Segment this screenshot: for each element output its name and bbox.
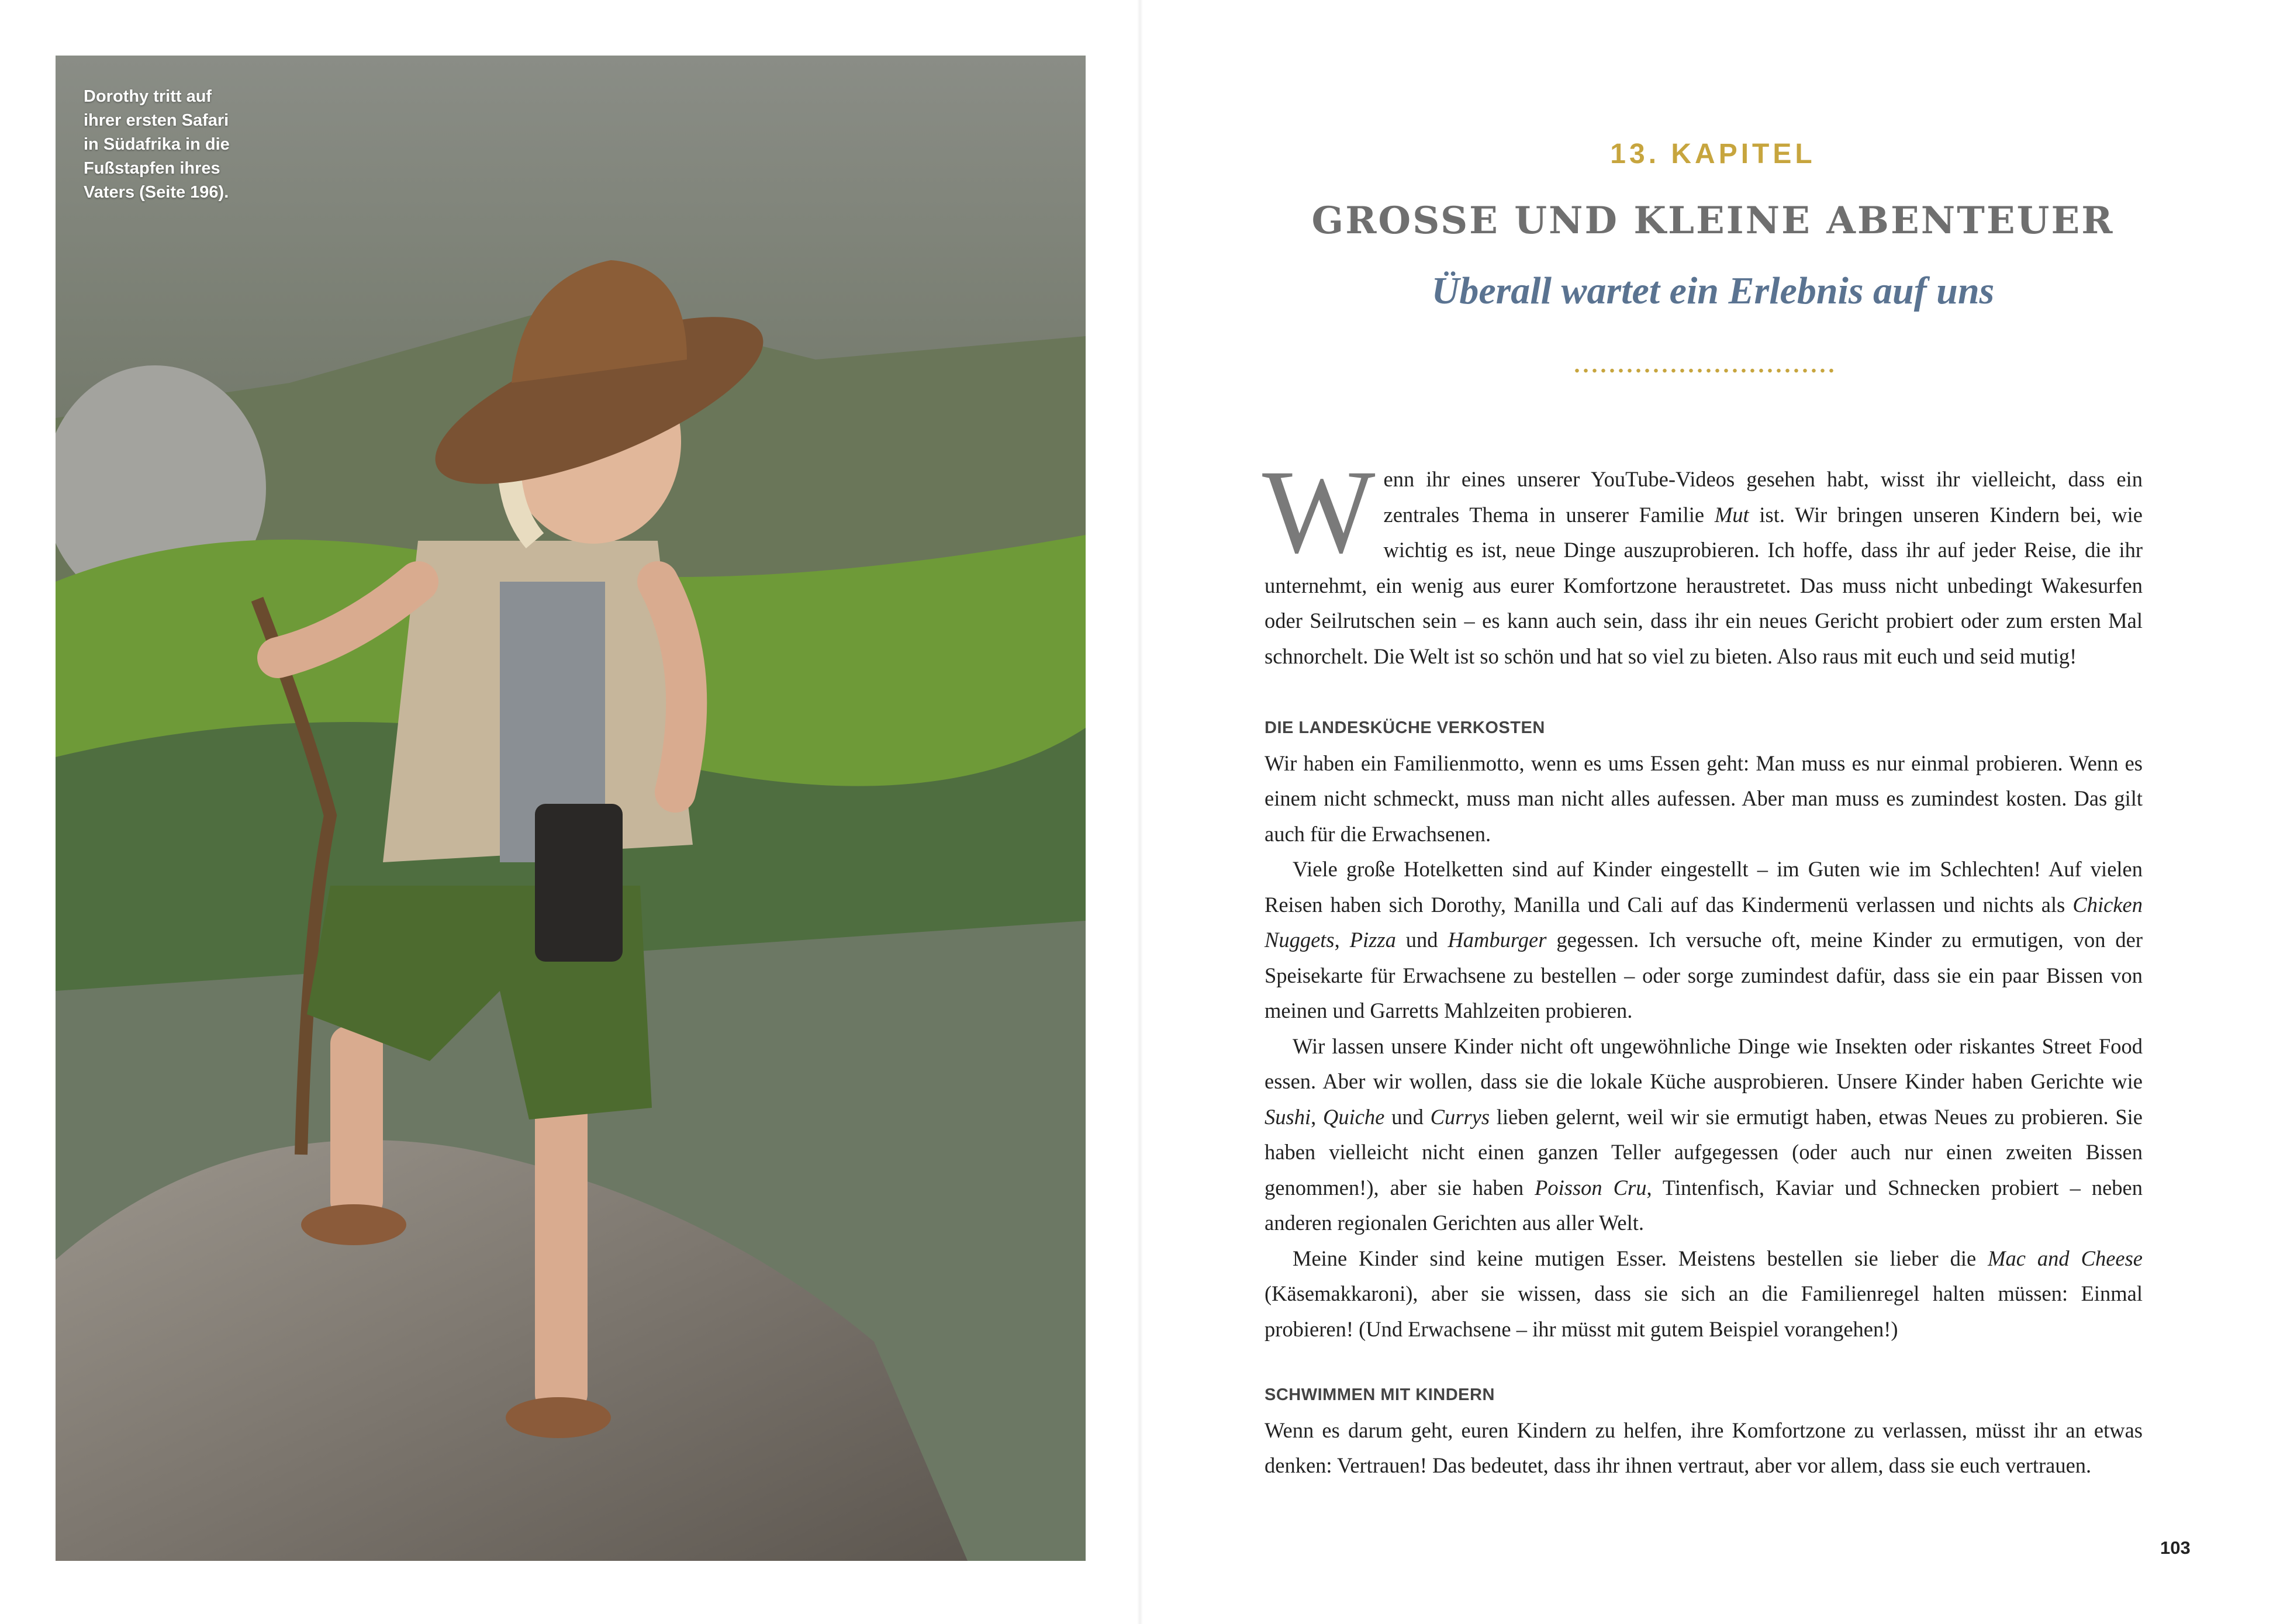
paragraph: Wenn es darum geht, euren Kindern zu helfen, ihre Komfortzone zu verlassen, müsst ihr an etwas denken: Vertrauen! Das bedeutet, dass ihr ihnen vertraut, aber vor allem, dass sie euch vertrauen. (1265, 1418, 2143, 1477)
text-run: enn ihr eines unserer YouTube-Videos gesehen habt, wisst ihr vielleicht, dass ein zentrales Thema in unserer Familie (1383, 467, 2143, 527)
spacer (1265, 1347, 2143, 1377)
spacer (1265, 674, 2143, 710)
italic-run: Quiche (1322, 1104, 1385, 1129)
paragraph (1265, 852, 2143, 1029)
italic-run: Pizza (1349, 928, 1396, 952)
text-run: , (1311, 1104, 1323, 1129)
photo-illustration (56, 56, 1086, 1561)
drop-cap: W (1262, 445, 1376, 578)
section-heading: DIE LANDESKÜCHE VERKOSTEN (1265, 718, 1545, 737)
text-run: Viele große Hotelketten sind auf Kinder eingestellt – im Guten wie im Schlechten! Auf vielen Reisen haben sich Dorothy, Manilla und Cali auf das Kindermenü verlassen und nichts als (1265, 857, 2143, 917)
text-run: gegessen. Ich versuche oft, meine Kinder zu ermutigen, von der Speisekarte für Erwachsene zu bestellen – oder sorge zumindest dafür, dass sie ein paar Bissen von meinen und Garretts Mahlzeiten probieren. (1265, 928, 2143, 1022)
italic-run: Chicken Nuggets (1265, 892, 2143, 952)
intro-paragraph (1262, 445, 2143, 674)
text-run: und (1384, 1104, 1431, 1129)
paragraph (1265, 1029, 2143, 1241)
paragraph (1265, 1241, 2143, 1347)
text-run: Wir lassen unsere Kinder nicht oft ungewöhnliche Dinge wie Insekten oder riskantes Street Food essen. Aber wir wollen, dass sie die lokale Küche ausprobieren. Unsere Kinder haben Gerichte wie (1265, 1034, 2143, 1093)
text-run: Meine Kinder sind keine mutigen Esser. Meistens bestellen sie lieber die (1293, 1246, 1988, 1270)
page-number: 103 (2160, 1537, 2191, 1558)
italic-run: Hamburger (1448, 928, 1547, 952)
italic-run: Sushi (1265, 1104, 1311, 1129)
photo-caption: Dorothy tritt auf ihrer ersten Safari in Südafrika in die Fußstapfen ihres Vaters (Seite 196). (84, 87, 230, 202)
page-gutter (1137, 0, 1143, 1624)
text-run: (Käsemakkaroni), aber sie wissen, dass sie sich an die Familienregel halten müssen: Einmal probieren! (Und Erwachsene – ihr müsst mit gutem Beispiel vorangehen!) (1265, 1281, 2143, 1341)
chapter-title: GROSSE UND KLEINE ABENTEUER (1311, 199, 2115, 243)
text-run: und (1395, 928, 1448, 952)
chapter-label: 13. KAPITEL (1610, 139, 1816, 170)
italic-run: Mac and Cheese (1988, 1246, 2143, 1270)
section-heading: SCHWIMMEN MIT KINDERN (1265, 1385, 1495, 1404)
text-run: , Tintenfisch, Kaviar und Schnecken probiert – neben anderen regionalen Gerichten aus aller Welt. (1265, 1175, 2143, 1235)
italic-run: Currys (1430, 1104, 1490, 1129)
chapter-subtitle: Überall wartet ein Erlebnis auf uns (1431, 269, 1995, 312)
safari-photo (56, 56, 1086, 1561)
italic-run: Poisson Cru (1535, 1175, 1647, 1200)
dotted-divider (1573, 368, 1836, 373)
paragraph: Wir haben ein Familienmotto, wenn es ums Essen geht: Man muss es nur einmal probieren. Wenn es einem nicht schmeckt, muss man nicht alles aufessen. Aber man muss es zumindest kosten. Das gilt auch für die Erwachsenen. (1265, 751, 2143, 846)
text-run: lieben gelernt, weil wir sie ermutigt haben, etwas Neues zu probieren. Sie haben vielleicht nicht einen ganzen Teller aufgegessen (oder auch nur einen zweiten Bissen genommen!), aber sie haben (1265, 1104, 2143, 1200)
text-run: ist. Wir bringen unseren Kindern bei, wie wichtig es ist, neue Dinge auszuprobieren. Ich hoffe, dass ihr auf jeder Reise, die ihr unternehmt, ein wenig aus eurer Komfortzone heraustretet. Das muss nicht unbedingt Wakesurfen oder Seilrutschen sein – es kann auch sein, dass ihr ein neues Gericht probiert oder zum ersten Mal schnorchelt. Die Welt ist so schön und hat so viel zu bieten. Also raus mit euch und seid mutig! (1265, 502, 2143, 668)
body-text (1262, 445, 2143, 1484)
text-run: , (1334, 928, 1350, 952)
italic-run: Mut (1714, 502, 1749, 527)
